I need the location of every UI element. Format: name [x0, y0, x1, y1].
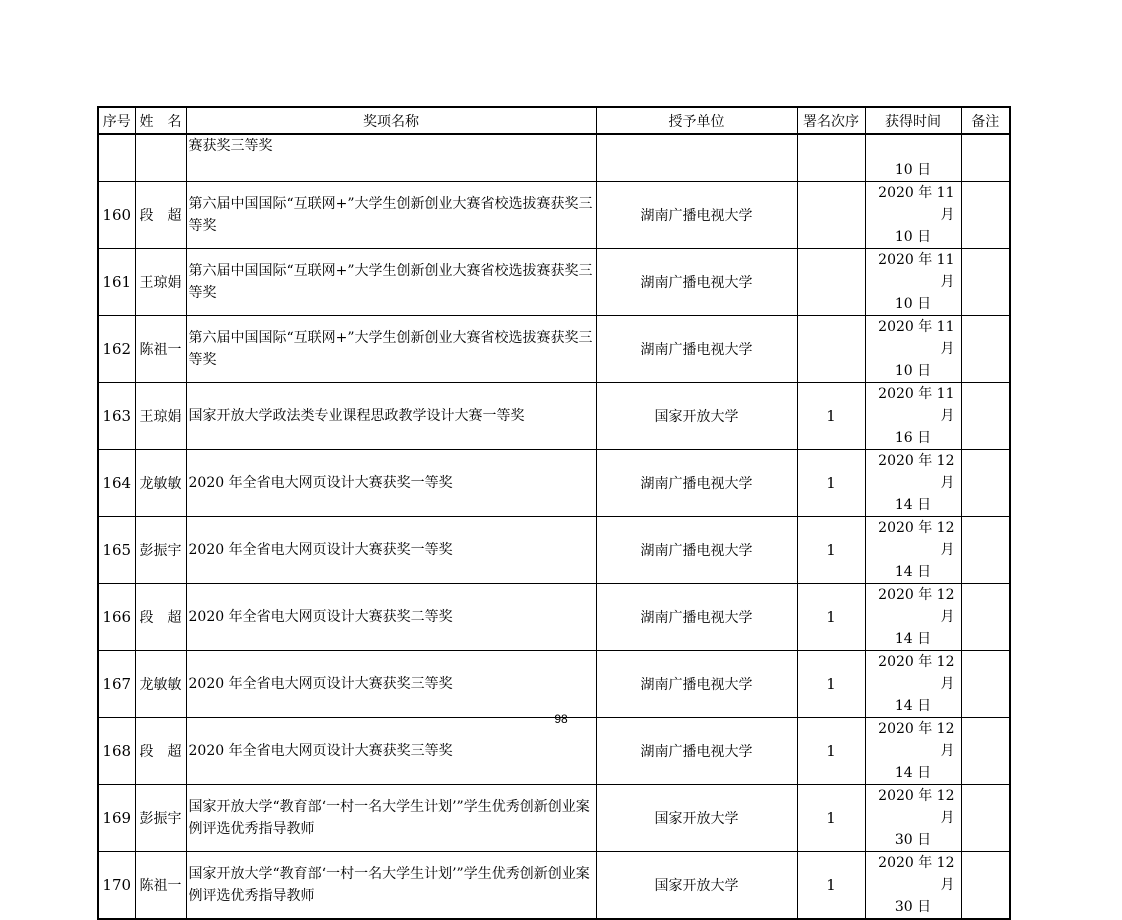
- time-month: 2020 年 12 月: [878, 586, 955, 625]
- cell-name: 陈祖一: [135, 315, 186, 382]
- time-day: 10 日: [894, 362, 932, 379]
- table-row: [98, 717, 1010, 784]
- cell-name: [135, 134, 186, 181]
- table-row: [98, 181, 1010, 248]
- header-name: 姓 名: [135, 107, 186, 134]
- header-order: 署名次序: [797, 107, 865, 134]
- cell-order: 1: [797, 382, 865, 449]
- cell-unit: [596, 134, 797, 181]
- cell-award: 第六届中国国际“互联网+”大学生创新创业大赛省校选拔赛获奖三等奖: [186, 315, 596, 382]
- cell-time: [865, 181, 961, 248]
- table-row-continued: [98, 134, 1010, 181]
- cell-time: [865, 382, 961, 449]
- cell-unit: 湖南广播电视大学: [596, 650, 797, 717]
- cell-order: 1: [797, 583, 865, 650]
- cell-order: 1: [797, 650, 865, 717]
- table-row: [98, 382, 1010, 449]
- time-month: 2020 年 12 月: [878, 720, 955, 759]
- cell-order: [797, 181, 865, 248]
- cell-time: [865, 248, 961, 315]
- cell-note: [961, 784, 1010, 851]
- cell-unit: 湖南广播电视大学: [596, 181, 797, 248]
- cell-name: 陈祖一: [135, 851, 186, 919]
- cell-unit: 湖南广播电视大学: [596, 315, 797, 382]
- cell-unit: 湖南广播电视大学: [596, 248, 797, 315]
- cell-award: 2020 年全省电大网页设计大赛获奖一等奖: [186, 449, 596, 516]
- cell-name: 段 超: [135, 717, 186, 784]
- cell-note: [961, 134, 1010, 181]
- cell-time: [865, 650, 961, 717]
- cell-name: 彭振宇: [135, 516, 186, 583]
- table-row: [98, 449, 1010, 516]
- time-day: 14 日: [894, 496, 932, 513]
- cell-award: 2020 年全省电大网页设计大赛获奖三等奖: [186, 717, 596, 784]
- time-day: 14 日: [894, 563, 932, 580]
- cell-unit: 湖南广播电视大学: [596, 583, 797, 650]
- cell-time: [865, 315, 961, 382]
- cell-seq: 160: [98, 181, 135, 248]
- table-row: [98, 315, 1010, 382]
- cell-name: 王琼娟: [135, 248, 186, 315]
- cell-award: 2020 年全省电大网页设计大赛获奖三等奖: [186, 650, 596, 717]
- cell-name: 龙敏敏: [135, 449, 186, 516]
- table-row: [98, 248, 1010, 315]
- table-row: [98, 784, 1010, 851]
- cell-note: [961, 382, 1010, 449]
- time-month: 2020 年 12 月: [878, 787, 955, 826]
- cell-award: 2020 年全省电大网页设计大赛获奖一等奖: [186, 516, 596, 583]
- cell-seq: 167: [98, 650, 135, 717]
- table-row: [98, 650, 1010, 717]
- cell-order: [797, 248, 865, 315]
- header-row: [98, 107, 1010, 134]
- time-day: 10 日: [894, 228, 932, 245]
- cell-order: 1: [797, 851, 865, 919]
- cell-seq: 162: [98, 315, 135, 382]
- cell-order: 1: [797, 516, 865, 583]
- time-month: 2020 年 12 月: [878, 854, 955, 893]
- table-header: [98, 107, 1010, 134]
- header-award: 奖项名称: [186, 107, 596, 134]
- cell-unit: 国家开放大学: [596, 382, 797, 449]
- cell-note: [961, 717, 1010, 784]
- award-table: [97, 106, 1011, 920]
- cell-seq: 166: [98, 583, 135, 650]
- cell-time: [865, 851, 961, 919]
- cell-order: [797, 134, 865, 181]
- cell-order: [797, 315, 865, 382]
- cell-note: [961, 650, 1010, 717]
- header-time: 获得时间: [865, 107, 961, 134]
- time-day: 14 日: [894, 630, 932, 647]
- time-day: 30 日: [894, 831, 932, 848]
- cell-time: [865, 583, 961, 650]
- cell-note: [961, 516, 1010, 583]
- cell-award: 第六届中国国际“互联网+”大学生创新创业大赛省校选拔赛获奖三等奖: [186, 248, 596, 315]
- cell-name: 龙敏敏: [135, 650, 186, 717]
- cell-unit: 国家开放大学: [596, 851, 797, 919]
- cell-seq: 161: [98, 248, 135, 315]
- cell-order: 1: [797, 717, 865, 784]
- cell-seq: 164: [98, 449, 135, 516]
- cell-note: [961, 181, 1010, 248]
- time-day: 14 日: [894, 764, 932, 781]
- cell-award: 第六届中国国际“互联网+”大学生创新创业大赛省校选拔赛获奖三等奖: [186, 181, 596, 248]
- table-row: [98, 583, 1010, 650]
- cell-name: 段 超: [135, 583, 186, 650]
- cell-time: [865, 784, 961, 851]
- time-day: 10 日: [894, 295, 932, 312]
- cell-seq: [98, 134, 135, 181]
- page-number: 98: [554, 712, 568, 726]
- cell-note: [961, 449, 1010, 516]
- cell-note: [961, 248, 1010, 315]
- table-body: [98, 134, 1010, 919]
- cell-name: 段 超: [135, 181, 186, 248]
- cell-seq: 165: [98, 516, 135, 583]
- cell-name: 彭振宇: [135, 784, 186, 851]
- cell-time: [865, 449, 961, 516]
- cell-award: [186, 134, 596, 181]
- table-row: [98, 516, 1010, 583]
- cell-time: [865, 717, 961, 784]
- cell-time: [865, 516, 961, 583]
- header-seq: 序号: [98, 107, 135, 134]
- cell-name: 王琼娟: [135, 382, 186, 449]
- time-day: 10 日: [894, 161, 932, 178]
- cell-unit: 国家开放大学: [596, 784, 797, 851]
- cell-unit: 湖南广播电视大学: [596, 717, 797, 784]
- cell-order: 1: [797, 784, 865, 851]
- cell-unit: 湖南广播电视大学: [596, 449, 797, 516]
- cell-award: 2020 年全省电大网页设计大赛获奖二等奖: [186, 583, 596, 650]
- header-unit: 授予单位: [596, 107, 797, 134]
- time-day: 30 日: [894, 898, 932, 915]
- cell-award: 国家开放大学政法类专业课程思政教学设计大赛一等奖: [186, 382, 596, 449]
- header-note: 备注: [961, 107, 1010, 134]
- cell-time: [865, 134, 961, 181]
- cell-unit: 湖南广播电视大学: [596, 516, 797, 583]
- time-month: 2020 年 12 月: [878, 519, 955, 558]
- cell-note: [961, 315, 1010, 382]
- cell-seq: 163: [98, 382, 135, 449]
- time-month: 2020 年 11 月: [878, 251, 955, 290]
- time-day: 16 日: [894, 429, 932, 446]
- time-month: 2020 年 12 月: [878, 653, 955, 692]
- cell-seq: 168: [98, 717, 135, 784]
- time-month: 2020 年 12 月: [878, 452, 955, 491]
- cell-note: [961, 583, 1010, 650]
- cell-award: 国家开放大学“教育部‘一村一名大学生计划’”学生优秀创新创业案例评选优秀指导教师: [186, 851, 596, 919]
- cell-note: [961, 851, 1010, 919]
- cell-award: 国家开放大学“教育部‘一村一名大学生计划’”学生优秀创新创业案例评选优秀指导教师: [186, 784, 596, 851]
- time-month: 2020 年 11 月: [878, 318, 955, 357]
- cell-seq: 170: [98, 851, 135, 919]
- table-row: [98, 851, 1010, 919]
- time-month: 2020 年 11 月: [878, 184, 955, 223]
- cell-seq: 169: [98, 784, 135, 851]
- cell-order: 1: [797, 449, 865, 516]
- time-day: 14 日: [894, 697, 932, 714]
- award-text: 赛获奖三等奖: [188, 138, 273, 154]
- time-month: 2020 年 11 月: [878, 385, 955, 424]
